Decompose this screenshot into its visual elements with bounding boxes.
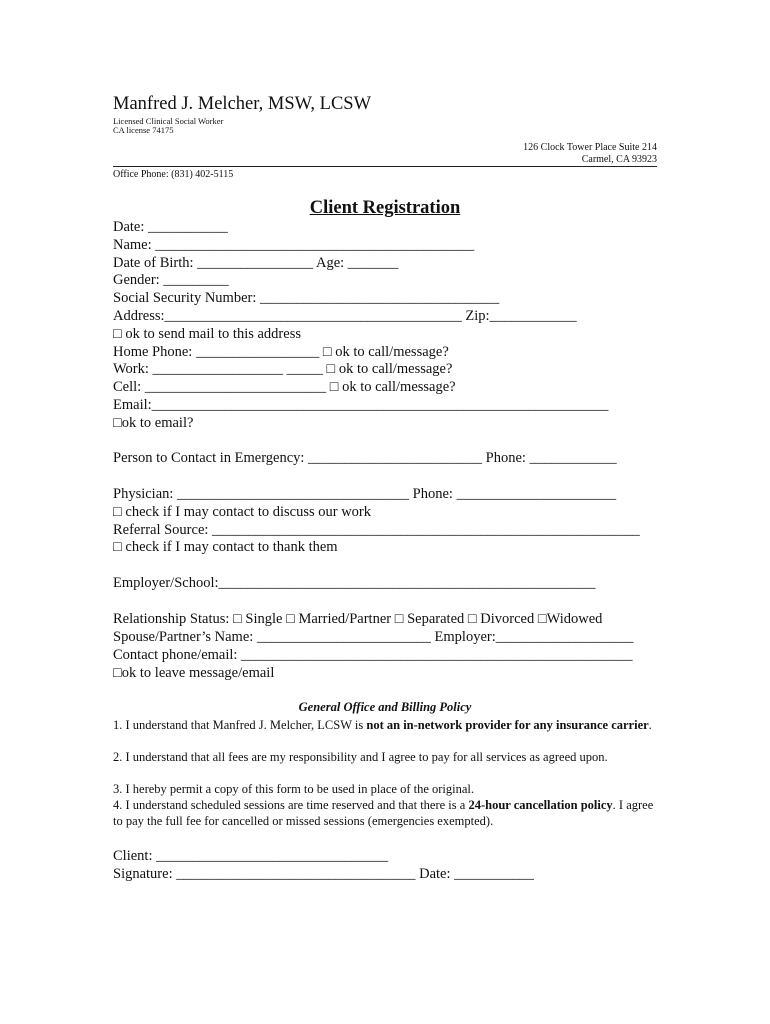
policy-item-4: 4. I understand scheduled sessions are time reserved and that there is a 24-hour cancellation policy. I agree to pay the full fee for cancelled or missed sessions (emergencies exempted). (113, 798, 654, 828)
gender-field[interactable]: Gender: _________ (113, 272, 229, 288)
address-line-2: Carmel, CA 93923 (581, 154, 657, 165)
office-phone: Office Phone: (831) 402-5115 (113, 169, 234, 180)
emergency-contact-field[interactable]: Person to Contact in Emergency: ________________________ Phone: ____________ (113, 450, 617, 466)
contact-phone-email-field[interactable]: Contact phone/email: ______________________________________________________ (113, 647, 633, 663)
spouse-partner-field[interactable]: Spouse/Partner’s Name: ________________________ Employer:___________________ (113, 629, 634, 645)
mail-ok-checkbox[interactable]: □ ok to send mail to this address (113, 326, 301, 342)
referral-source-field[interactable]: Referral Source: ___________________________________________________________ (113, 522, 640, 538)
dob-age-field[interactable]: Date of Birth: ________________ Age: _______ (113, 255, 399, 271)
policy-item-1: 1. I understand that Manfred J. Melcher, LCSW is not an in-network provider for any insurance carrier. (113, 718, 652, 732)
employer-school-field[interactable]: Employer/School:____________________________________________________ (113, 575, 596, 591)
work-phone-field[interactable]: Work: __________________ _____ □ ok to call/message? (113, 361, 453, 377)
cell-phone-field[interactable]: Cell: _________________________ □ ok to call/message? (113, 379, 456, 395)
leave-message-checkbox[interactable]: □ok to leave message/email (113, 665, 275, 681)
date-field[interactable]: Date: ___________ (113, 219, 228, 235)
home-phone-field[interactable]: Home Phone: _________________ □ ok to call/message? (113, 344, 449, 360)
email-field[interactable]: Email:_______________________________________________________________ (113, 397, 609, 413)
referral-thank-checkbox[interactable]: □ check if I may contact to thank them (113, 539, 338, 555)
practitioner-name: Manfred J. Melcher, MSW, LCSW (113, 94, 372, 114)
ssn-field[interactable]: Social Security Number: _________________________________ (113, 290, 500, 306)
address-field[interactable]: Address:_________________________________________ Zip:____________ (113, 308, 577, 324)
name-field[interactable]: Name: ____________________________________________ (113, 237, 475, 253)
physician-contact-checkbox[interactable]: □ check if I may contact to discuss our work (113, 504, 372, 520)
signature-date-field[interactable]: Signature: _________________________________ Date: ___________ (113, 866, 534, 882)
license-number: CA license 74175 (113, 125, 174, 135)
form-title: Client Registration (309, 198, 461, 218)
policy-item-3: 3. I hereby permit a copy of this form to be used in place of the original. (113, 782, 475, 796)
policy-item-2: 2. I understand that all fees are my responsibility and I agree to pay for all services as agreed upon. (113, 750, 608, 764)
email-ok-checkbox[interactable]: □ok to email? (113, 415, 194, 431)
address-line-1: 126 Clock Tower Place Suite 214 (523, 142, 657, 153)
credential-title: Licensed Clinical Social Worker (113, 116, 224, 126)
header-divider (113, 166, 657, 167)
relationship-status-options[interactable]: Relationship Status: □ Single □ Married/Partner □ Separated □ Divorced □Widowed (113, 611, 603, 627)
policy-title: General Office and Billing Policy (298, 700, 472, 714)
physician-field[interactable]: Physician: ________________________________ Phone: ______________________ (113, 486, 617, 502)
client-name-field[interactable]: Client: ________________________________ (113, 848, 389, 864)
